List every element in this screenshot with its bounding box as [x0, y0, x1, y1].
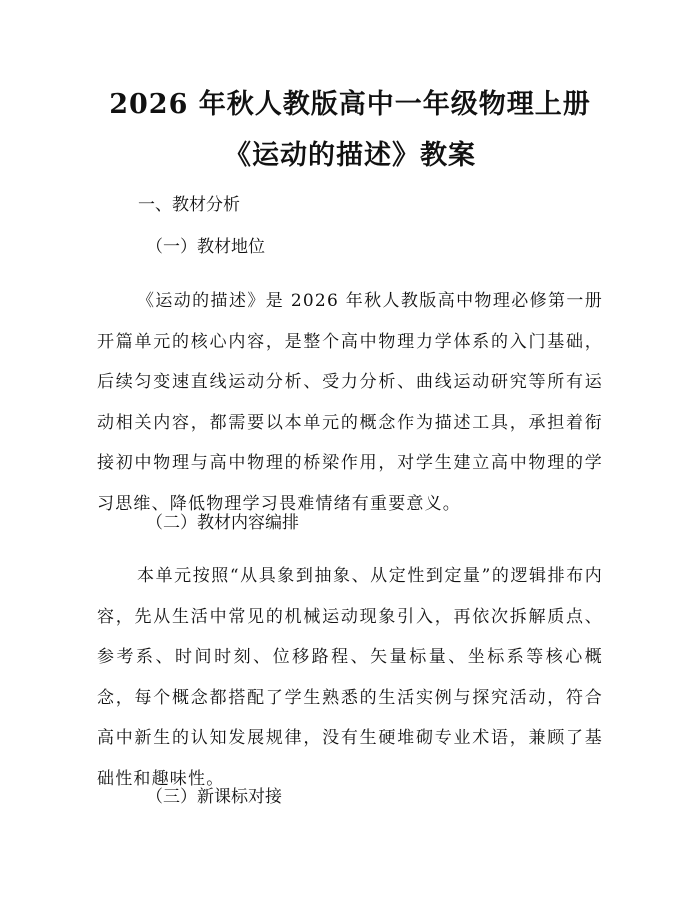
subsection-heading-curriculum-alignment: （三）新课标对接: [146, 787, 282, 807]
subsection-heading-textbook-position: （一）教材地位: [146, 237, 265, 257]
section-heading-textbook-analysis: 一、教材分析: [138, 195, 240, 215]
paragraph-content-arrangement: 本单元按照“从具象到抽象、从定性到定量”的逻辑排布内容，先从生活中常见的机械运动现象引入，再依次拆解质点、参考系、时间时刻、位移路程、矢量标量、坐标系等核心概念，每个概念都搭配了学生熟悉的生活实例与探究活动，符合高中新生的认知发展规律，没有生硬堆砌专业术语，兼顾了基础性和趣味性。: [97, 566, 603, 789]
subsection-heading-content-arrangement: （二）教材内容编排: [146, 513, 299, 533]
paragraph-textbook-position: 《运动的描述》是 2026 年秋人教版高中物理必修第一册开篇单元的核心内容，是整个高中物理力学体系的入门基础，后续匀变速直线运动分析、受力分析、曲线运动研究等所有运动相关内容，都需要以本单元的概念作为描述工具，承担着衔接初中物理与高中物理的桥梁作用，对学生建立高中物理的学习思维、降低物理学习畏难情绪有重要意义。: [97, 291, 603, 514]
document-title: 2026 年秋人教版高中一年级物理上册《运动的描述》教案: [109, 89, 591, 171]
